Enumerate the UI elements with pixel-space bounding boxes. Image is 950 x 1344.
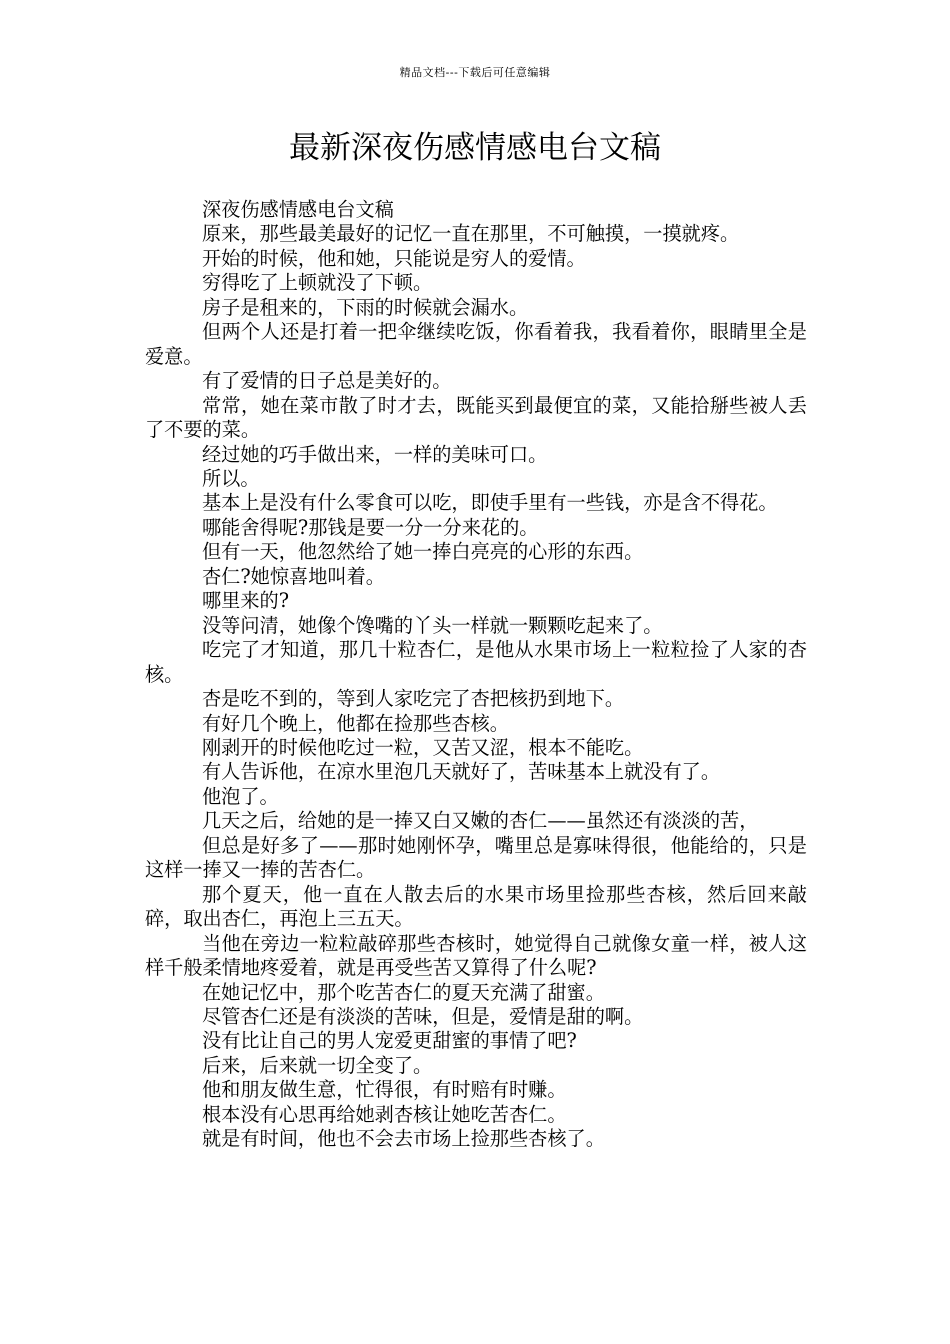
paragraph: 他和朋友做生意，忙得很，有时赔有时赚。 — [202, 1078, 567, 1102]
document-title: 最新深夜伤感情感电台文稿 — [289, 130, 661, 166]
paragraph: 开始的时候，他和她，只能说是穷人的爱情。 — [202, 246, 586, 270]
paragraph: 原来，那些最美最好的记忆一直在那里，不可触摸，一摸就疼。 — [202, 222, 740, 246]
paragraph: 穷得吃了上顿就没了下顿。 — [202, 271, 433, 295]
paragraph: 刚剥开的时候他吃过一粒，又苦又涩，根本不能吃。 — [202, 735, 644, 759]
paragraph: 杏是吃不到的，等到人家吃完了杏把核扔到地下。 — [202, 687, 625, 711]
paragraph: 哪里来的? — [202, 589, 290, 613]
paragraph: 根本没有心思再给她剥杏核让她吃苦杏仁。 — [202, 1102, 567, 1126]
paragraph: 吃完了才知道，那几十粒杏仁，是他从水果市场上一粒粒捡了人家的杏核。 — [145, 638, 807, 686]
paragraph: 杏仁?她惊喜地叫着。 — [202, 564, 385, 588]
paragraph: 经过她的巧手做出来，一样的美味可口。 — [202, 442, 548, 466]
header-note: 精品文档---下载后可任意编辑 — [399, 66, 551, 79]
paragraph: 在她记忆中，那个吃苦杏仁的夏天充满了甜蜜。 — [202, 980, 605, 1004]
paragraph: 有好几个晚上，他都在捡那些杏核。 — [202, 711, 509, 735]
paragraph: 几天之后，给她的是一捧又白又嫩的杏仁——虽然还有淡淡的苦， — [202, 809, 759, 833]
paragraph: 那个夏天，他一直在人散去后的水果市场里捡那些杏核，然后回来敲碎，取出杏仁，再泡上三五天。 — [145, 882, 807, 931]
paragraph: 就是有时间，他也不会去市场上捡那些杏核了。 — [202, 1127, 605, 1151]
paragraph: 没等问清，她像个馋嘴的丫头一样就一颗颗吃起来了。 — [202, 613, 663, 637]
paragraph: 哪能舍得呢?那钱是要一分一分来花的。 — [202, 515, 539, 539]
paragraph: 但总是好多了——那时她刚怀孕，嘴里总是寡味得很，他能给的，只是这样一捧又一捧的苦杏仁。 — [145, 833, 807, 882]
paragraph: 常常，她在菜市散了时才去，既能买到最便宜的菜，又能拾掰些被人丢了不要的菜。 — [145, 393, 807, 442]
paragraph: 房子是租来的，下雨的时候就会漏水。 — [202, 295, 529, 319]
paragraph: 但有一天，他忽然给了她一捧白亮亮的心形的东西。 — [202, 540, 644, 564]
paragraph: 所以。 — [202, 466, 260, 490]
paragraph: 深夜伤感情感电台文稿 — [202, 198, 394, 221]
document-body — [145, 198, 807, 1152]
paragraph: 他泡了。 — [202, 784, 279, 808]
paragraph: 尽管杏仁还是有淡淡的苦味，但是，爱情是甜的啊。 — [202, 1004, 644, 1028]
paragraph: 基本上是没有什么零食可以吃，即使手里有一些钱，亦是含不得花。 — [202, 491, 778, 515]
paragraph: 当他在旁边一粒粒敲碎那些杏核时，她觉得自己就像女童一样，被人这样千般柔情地疼爱着，就是再受些苦又算得了什么呢? — [145, 931, 807, 980]
paragraph: 后来，后来就一切全变了。 — [202, 1053, 433, 1077]
paragraph: 有了爱情的日子总是美好的。 — [202, 369, 452, 393]
paragraph: 没有比让自己的男人宠爱更甜蜜的事情了吧? — [202, 1029, 577, 1053]
paragraph: 有人告诉他，在凉水里泡几天就好了，苦味基本上就没有了。 — [202, 760, 721, 784]
paragraph: 但两个人还是打着一把伞继续吃饭，你看着我，我看着你，眼睛里全是爱意。 — [145, 320, 807, 368]
